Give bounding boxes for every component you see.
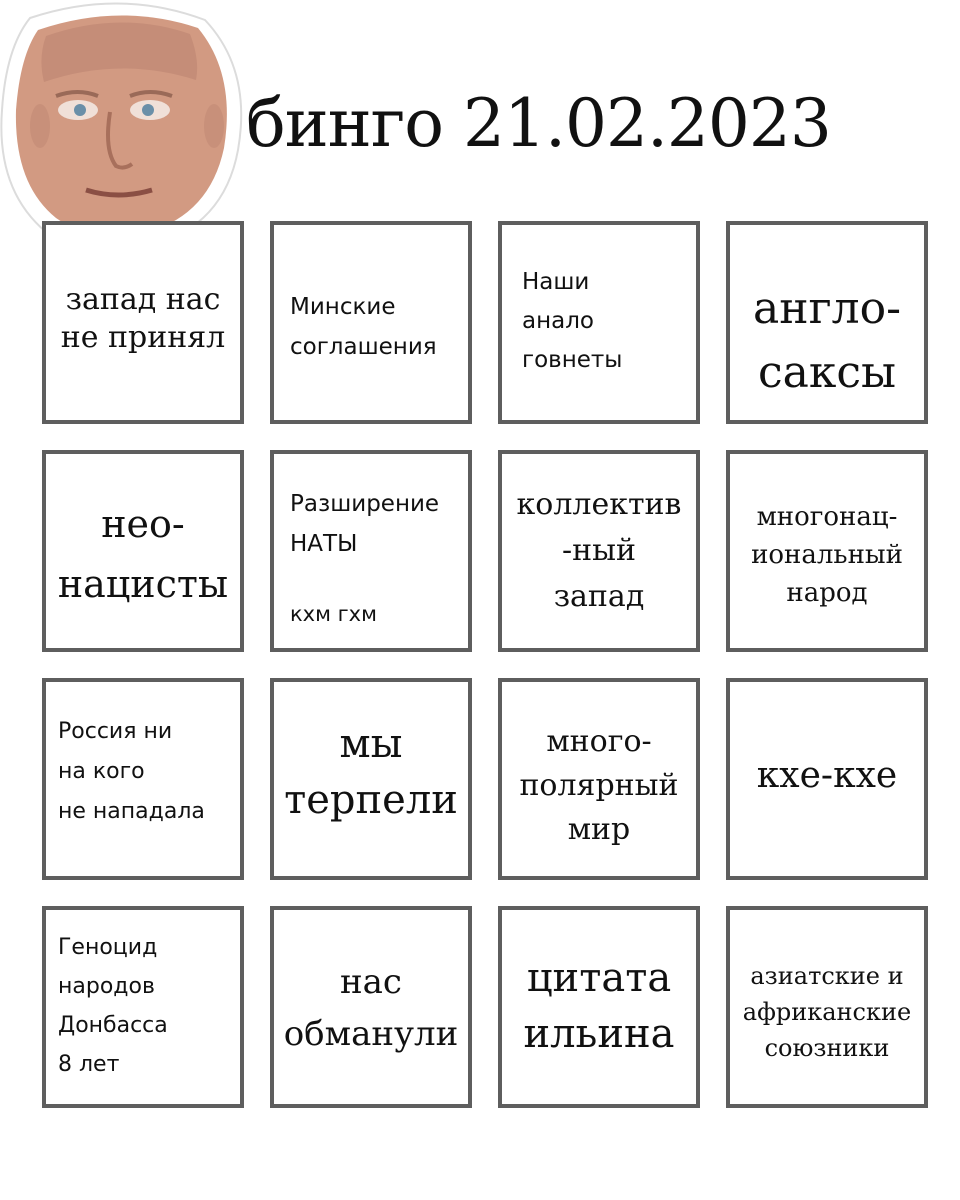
cell-text: Минские [290,294,396,320]
cell-text: кхм гхм [290,602,377,626]
cell-text: народов [58,974,155,999]
face-sticker [0,0,250,258]
cell-text: много- [546,724,652,759]
cell-text: мы [339,721,403,767]
cell-text: обманули [283,1014,459,1054]
cell-text: ильина [523,1011,675,1057]
cell-text: многонац- [756,502,898,532]
cell-text: Донбасса [58,1013,168,1038]
bingo-cell-11 [498,678,700,880]
cell-text: полярный [519,768,679,803]
cell-text: не принял [60,320,226,355]
cell-text: азиатские и [750,962,904,990]
bingo-cell-15 [498,906,700,1108]
cell-text: -ный [561,533,636,568]
cell-text: Россия ни [58,719,173,744]
cell-text: Разширение [290,491,440,517]
bingo-cell-16 [726,906,928,1108]
cell-text: коллектив [516,487,682,522]
bingo-cell-1 [42,221,244,424]
cell-text: на кого [58,759,145,784]
bingo-cell-4 [726,221,928,424]
cell-text: говнеты [522,347,623,373]
cell-text: 8 лет [58,1052,120,1077]
bingo-cell-6 [270,450,472,652]
bingo-cell-3 [498,221,700,424]
cell-text: запад нас [65,282,221,317]
bingo-cell-9 [42,678,244,880]
cell-text: анало [522,308,594,334]
cell-text: народ [786,578,868,608]
bingo-cell-7 [498,450,700,652]
bingo-cell-12 [726,678,928,880]
cell-text: терпели [284,777,458,823]
bingo-cell-10 [270,678,472,880]
bingo-cell-2 [270,221,472,424]
cell-text: не нападала [58,799,205,824]
cell-text: иональный [751,540,903,570]
cell-text: нас [340,962,402,1002]
bingo-cell-14 [270,906,472,1108]
cell-text: Геноцид [58,935,158,960]
cell-text: нацисты [57,562,229,606]
bingo-title: бинго 21.02.2023 [246,85,831,162]
cell-text: цитата [526,955,672,1001]
cell-text: африканские [742,998,912,1026]
cell-text: нео- [101,502,185,546]
cell-text: саксы [757,347,897,398]
cell-text: англо- [753,283,901,334]
bingo-cell-5 [42,450,244,652]
cell-text: кхе-кхе [756,755,898,796]
cell-text: мир [567,812,631,847]
cell-text: Наши [522,269,590,295]
bingo-cell-13 [42,906,244,1108]
cell-text: соглашения [290,334,437,360]
cell-text: союзники [764,1034,890,1062]
cell-text: НАТЫ [290,531,358,557]
bingo-cell-8 [726,450,928,652]
cell-text: запад [553,579,645,614]
